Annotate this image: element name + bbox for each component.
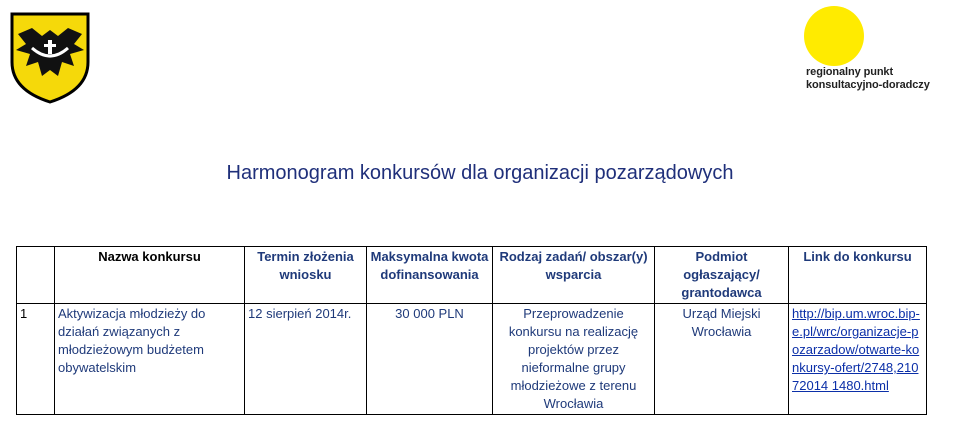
rpk-line-2: konsultacyjno-doradczy xyxy=(806,79,930,91)
rpk-yellow-circle xyxy=(804,6,864,66)
cell-lp: 1 xyxy=(17,304,55,415)
competitions-table xyxy=(16,246,927,415)
page-title: Harmonogram konkursów dla organizacji pozarządowych xyxy=(226,162,734,184)
header-link: Link do konkursu xyxy=(789,247,927,304)
header-name: Nazwa konkursu xyxy=(55,247,245,304)
cell-entity: Urząd Miejski Wrocławia xyxy=(655,304,789,415)
cell-type: Przeprowadzenie konkursu na realizację projektów przez nieformalne grupy młodzieżowe z terenu Wrocławia xyxy=(493,304,655,415)
cell-name: Aktywizacja młodzieży do działań związanych z młodzieżowym budżetem obywatelskim xyxy=(55,304,245,415)
rpk-logo xyxy=(796,6,936,98)
competition-link[interactable]: http://bip.um.wroc.bip-e.pl/wrc/organizacje-pozarzadow/otwarte-konkursy-ofert/2748,21072014 1480.html xyxy=(789,304,927,415)
table-header-row xyxy=(17,247,927,304)
header-type: Rodzaj zadań/ obszar(y) wsparcia xyxy=(493,247,655,304)
table-row xyxy=(17,304,927,415)
rpk-line-1: regionalny punkt xyxy=(806,66,894,78)
header-deadline: Termin złożenia wniosku xyxy=(245,247,367,304)
cell-deadline: 12 sierpień 2014r. xyxy=(245,304,367,415)
header-amount: Maksymalna kwota dofinansowania xyxy=(367,247,493,304)
header-lp xyxy=(17,247,55,304)
rpk-logo-text xyxy=(806,66,930,92)
cell-amount: 30 000 PLN xyxy=(367,304,493,415)
header-entity: Podmiot ogłaszający/ grantodawca xyxy=(655,247,789,304)
coat-of-arms-logo xyxy=(8,10,92,104)
